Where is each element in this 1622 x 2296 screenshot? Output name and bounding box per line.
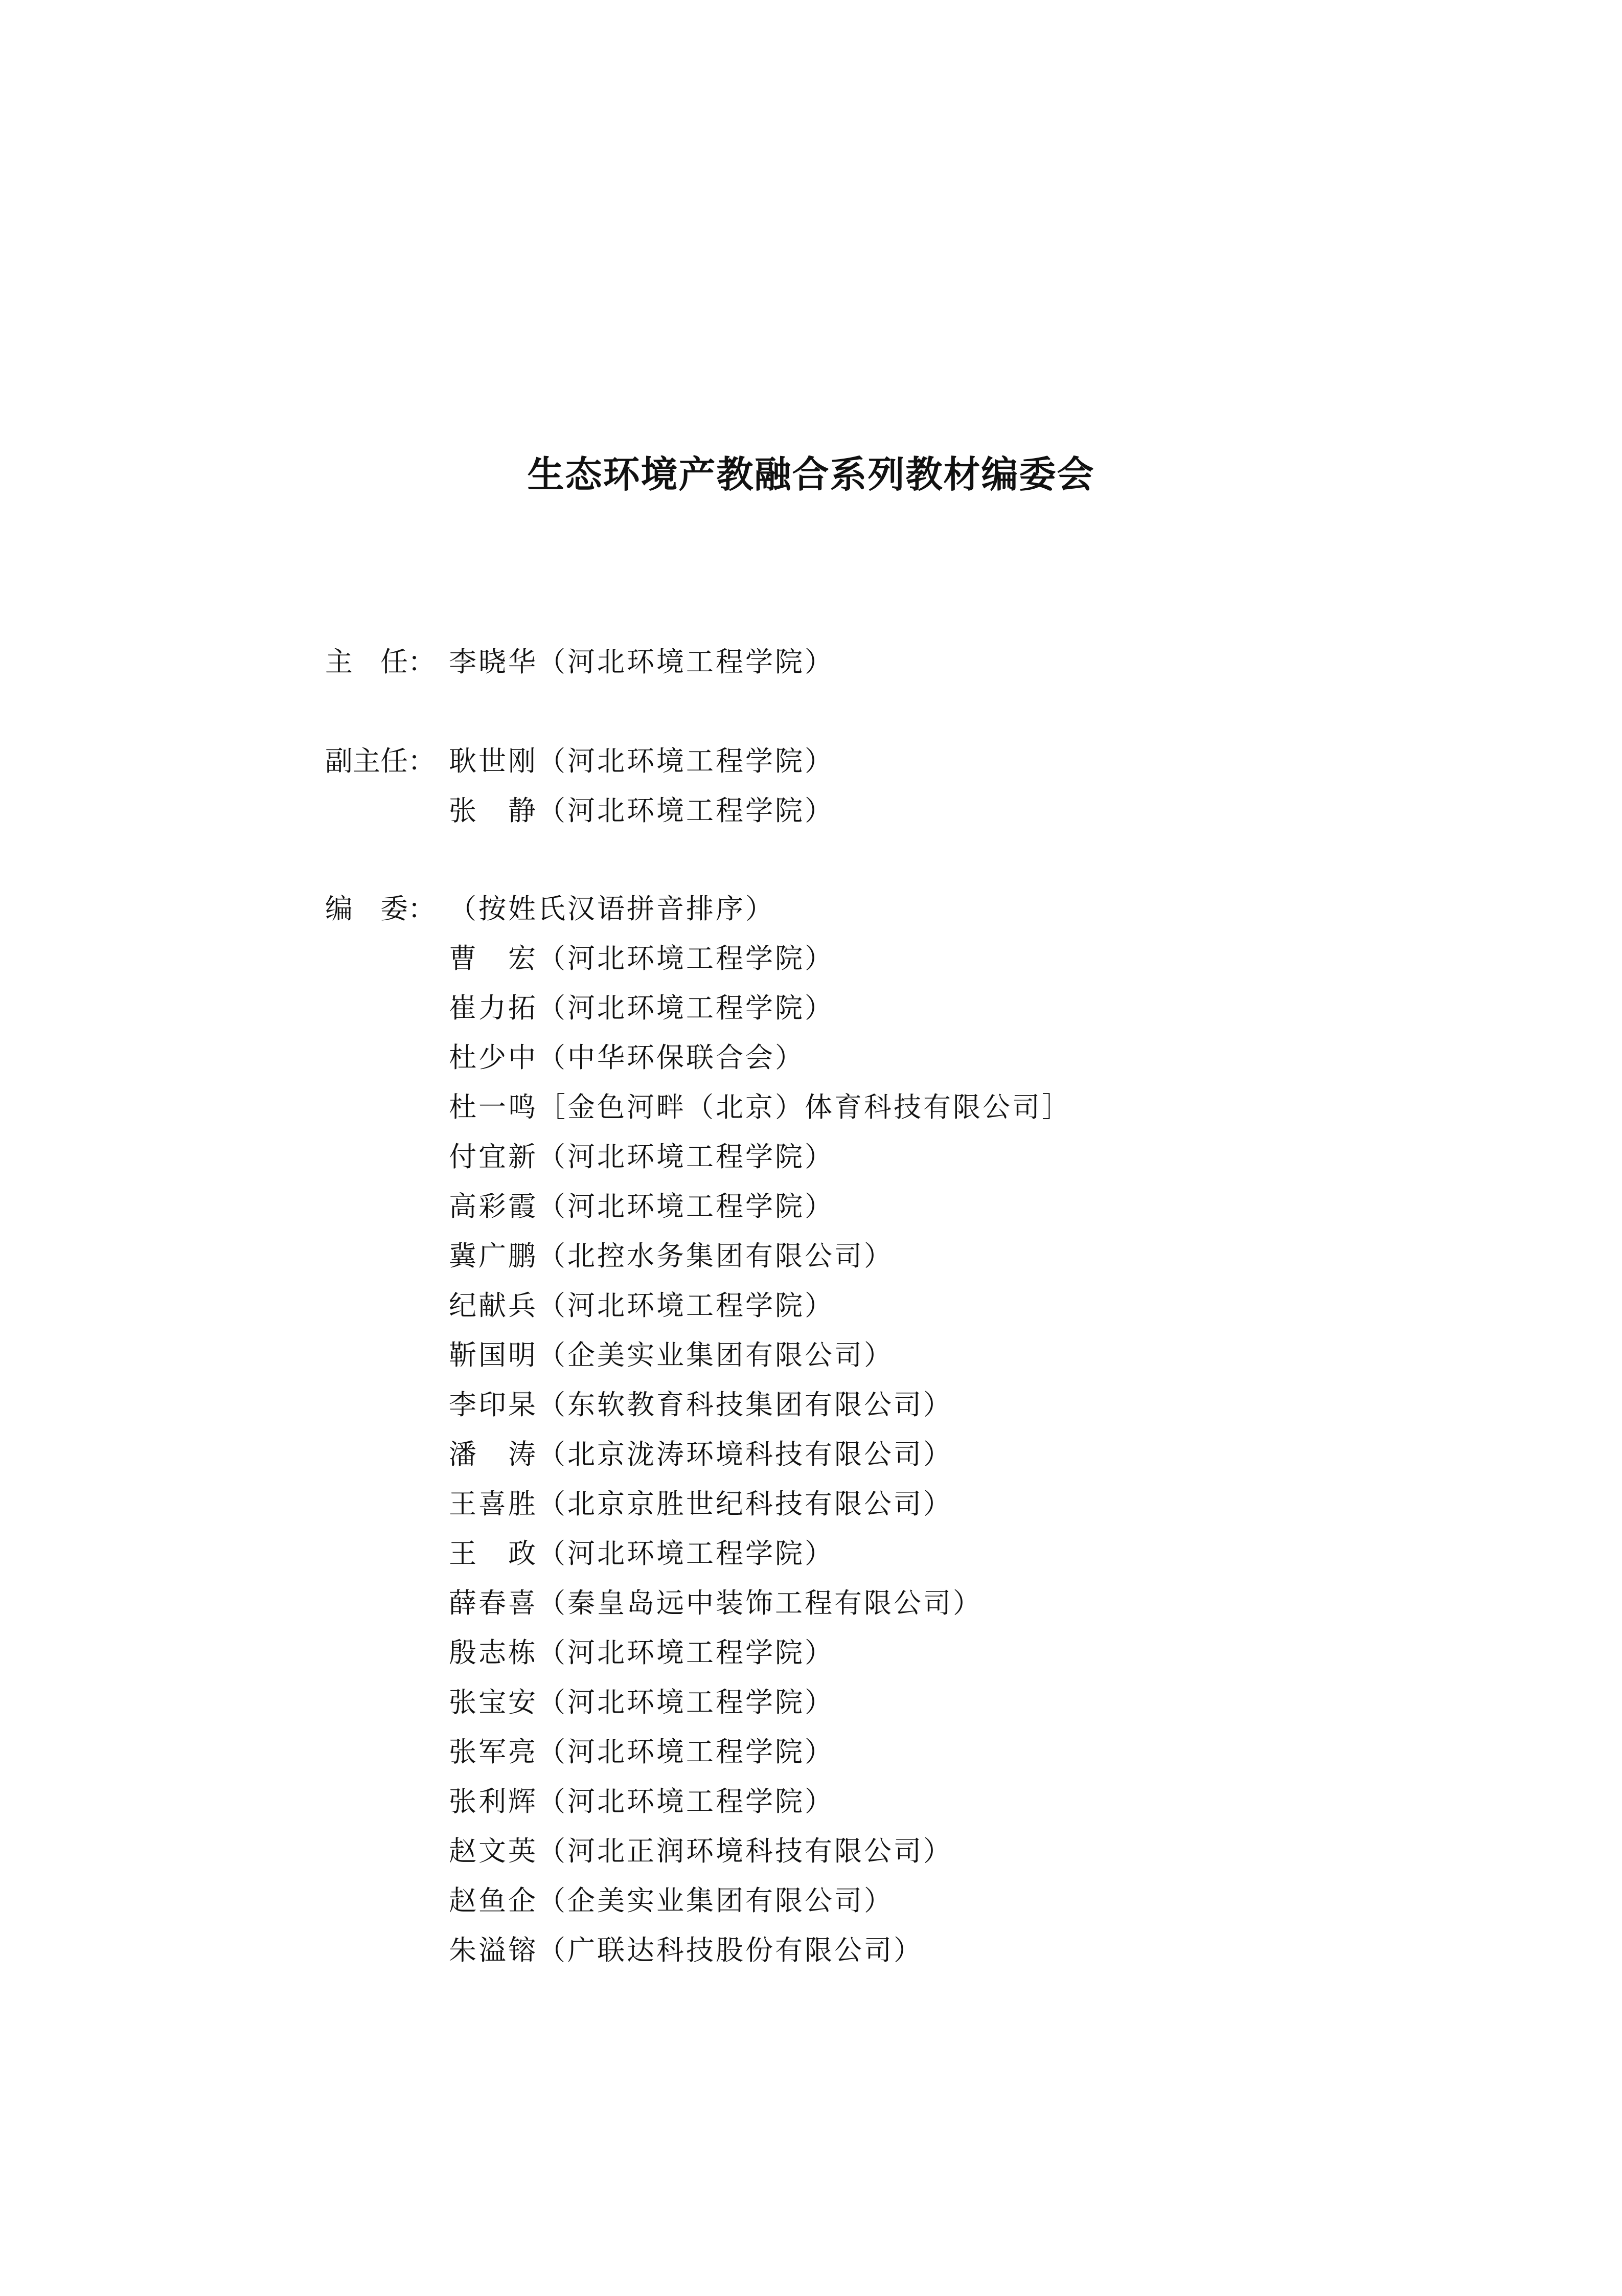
member-name: 殷志栋 xyxy=(449,1636,538,1669)
member-org: （河北环境工程学院） xyxy=(538,1686,834,1718)
deputy-director-list xyxy=(449,736,834,835)
deputy-director-label-text: 副主任： xyxy=(325,745,436,777)
member-name: 付宜新 xyxy=(449,1141,538,1173)
list-item xyxy=(449,1727,1071,1777)
list-item xyxy=(449,1777,1071,1826)
member-org: （东软教育科技集团有限公司） xyxy=(538,1389,953,1421)
member-org: （秦皇岛远中装饰工程有限公司） xyxy=(538,1587,983,1619)
list-item xyxy=(449,736,834,786)
member-org: （河北环境工程学院） xyxy=(538,942,834,974)
list-item xyxy=(449,786,834,835)
member-name: 张军亮 xyxy=(449,1736,538,1768)
member-name: 薛春喜 xyxy=(449,1587,538,1619)
member-org: （河北环境工程学院） xyxy=(538,1785,834,1817)
deputy-director-label xyxy=(325,736,436,786)
editorial-board-list xyxy=(449,934,1071,1975)
list-item xyxy=(449,1876,1071,1925)
member-name: 曹 宏 xyxy=(449,942,538,974)
list-item xyxy=(449,1479,1071,1529)
list-item xyxy=(449,1826,1071,1876)
member-org: （中华环保联合会） xyxy=(538,1041,805,1074)
member-name: 张宝安 xyxy=(449,1686,538,1718)
member-name: 杜少中 xyxy=(449,1041,538,1074)
member-name: 崔力拓 xyxy=(449,992,538,1024)
list-item xyxy=(449,1380,1071,1429)
list-item xyxy=(449,1082,1071,1132)
member-org: （企美实业集团有限公司） xyxy=(538,1884,894,1917)
member-org: （河北环境工程学院） xyxy=(538,1289,834,1322)
member-name: 赵文英 xyxy=(449,1835,538,1867)
list-item xyxy=(449,983,1071,1033)
member-name: 杜一鸣 xyxy=(449,1091,538,1123)
list-item xyxy=(449,637,834,687)
list-item xyxy=(449,1330,1071,1380)
list-item xyxy=(449,1281,1071,1330)
member-name: 张 静 xyxy=(449,794,538,827)
member-org: （河北环境工程学院） xyxy=(538,745,834,777)
member-org: （河北环境工程学院） xyxy=(538,992,834,1024)
list-item xyxy=(449,1628,1071,1677)
list-item xyxy=(449,934,1071,983)
editorial-board-sort-note: （按姓氏汉语拼音排序） xyxy=(449,893,775,925)
list-item xyxy=(449,1925,1071,1975)
member-org: （河北环境工程学院） xyxy=(538,1736,834,1768)
list-item xyxy=(449,1529,1071,1578)
list-item xyxy=(449,1033,1071,1082)
director-label xyxy=(325,637,436,687)
member-name: 高彩霞 xyxy=(449,1190,538,1222)
list-item xyxy=(449,1181,1071,1231)
member-name: 李晓华 xyxy=(449,646,538,678)
editorial-board-label xyxy=(325,884,436,934)
member-org: （河北正润环境科技有限公司） xyxy=(538,1835,953,1867)
editorial-board-label-text: 编 委： xyxy=(325,893,436,925)
director-list xyxy=(449,637,834,687)
list-item xyxy=(449,1429,1071,1479)
member-org: （河北环境工程学院） xyxy=(538,1141,834,1173)
member-org: （河北环境工程学院） xyxy=(538,646,834,678)
member-name: 张利辉 xyxy=(449,1785,538,1817)
member-name: 纪献兵 xyxy=(449,1289,538,1322)
member-org: （北控水务集团有限公司） xyxy=(538,1240,894,1272)
director-label-text: 主 任： xyxy=(325,646,436,678)
member-org: （河北环境工程学院） xyxy=(538,794,834,827)
member-org: （河北环境工程学院） xyxy=(538,1537,834,1570)
member-name: 朱溢镕 xyxy=(449,1934,538,1966)
member-name: 赵鱼企 xyxy=(449,1884,538,1917)
member-name: 潘 涛 xyxy=(449,1438,538,1470)
member-name: 王 政 xyxy=(449,1537,538,1570)
member-org: （北京京胜世纪科技有限公司） xyxy=(538,1488,953,1520)
member-org: （河北环境工程学院） xyxy=(538,1190,834,1222)
member-org: （广联达科技股份有限公司） xyxy=(538,1934,923,1966)
member-name: 李印杲 xyxy=(449,1389,538,1421)
member-name: 冀广鹏 xyxy=(449,1240,538,1272)
member-org: （北京泷涛环境科技有限公司） xyxy=(538,1438,953,1470)
member-org: （河北环境工程学院） xyxy=(538,1636,834,1669)
member-name: 靳国明 xyxy=(449,1339,538,1371)
page-title: 生态环境产教融合系列教材编委会 xyxy=(527,453,1095,496)
member-org: （企美实业集团有限公司） xyxy=(538,1339,894,1371)
member-name: 王喜胜 xyxy=(449,1488,538,1520)
list-item xyxy=(449,1132,1071,1181)
list-item xyxy=(449,1677,1071,1727)
member-org: ［金色河畔（北京）体育科技有限公司］ xyxy=(538,1091,1071,1123)
list-item xyxy=(449,1578,1071,1628)
member-name: 耿世刚 xyxy=(449,745,538,777)
list-item xyxy=(449,1231,1071,1281)
